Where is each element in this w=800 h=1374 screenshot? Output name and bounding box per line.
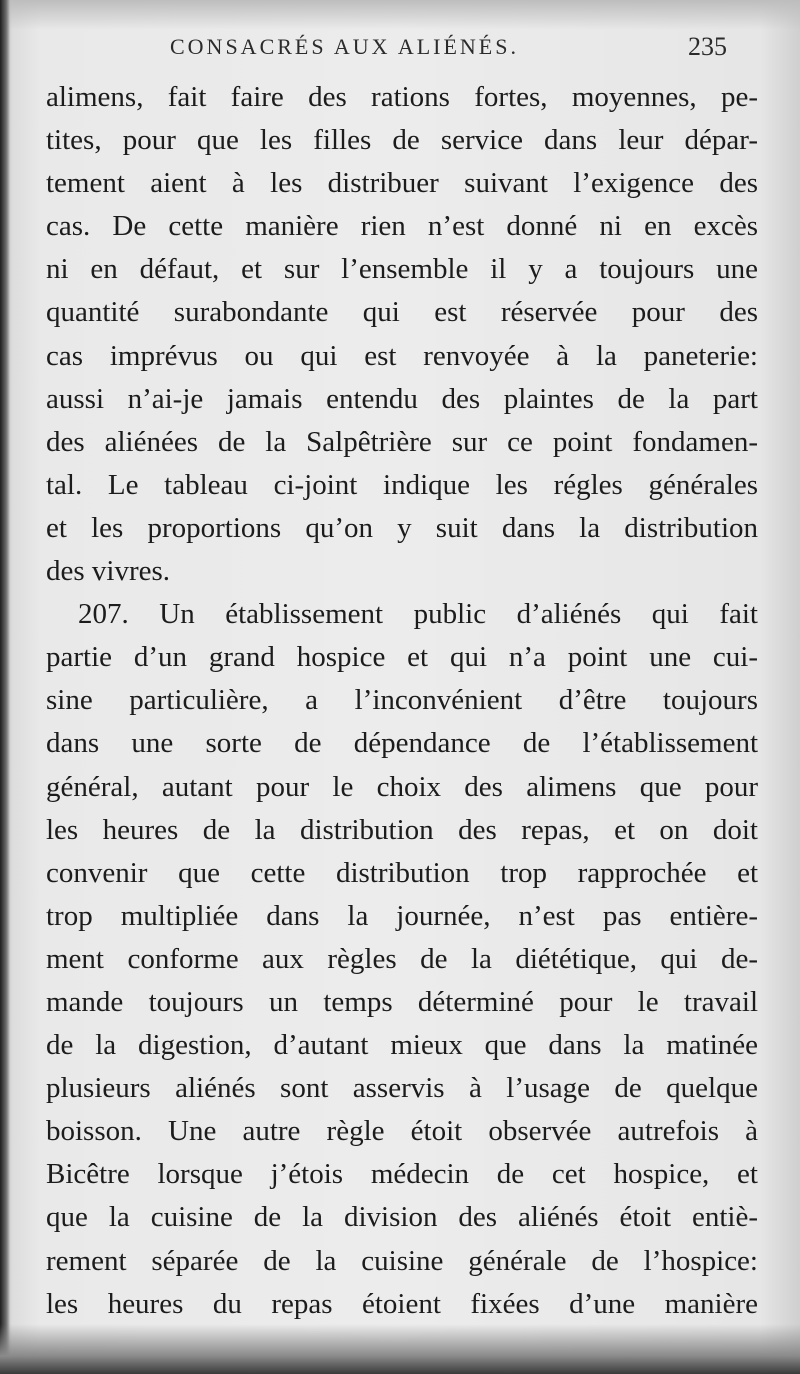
text-line: tites, pour que les filles de service dans leur dépar- (46, 124, 758, 157)
text-line: des aliénées de la Salpêtrière sur ce point fondamen- (46, 425, 758, 458)
text-line: tement aient à les distribuer suivant l’exigence des (46, 167, 758, 200)
section-207-first-line: 207. Un établissement public d’aliénés qui fait (78, 598, 758, 631)
text-line: partie d’un grand hospice et qui n’a point une cui- (46, 641, 758, 674)
text-line: les heures de la distribution des repas, et on doit (46, 813, 758, 846)
paragraph-end-line: des vivres. (46, 555, 171, 588)
text-line: convenir que cette distribution trop rapprochée et (46, 856, 758, 889)
page-number: 235 (688, 32, 727, 61)
text-line: cas. De cette manière rien n’est donné ni en excès (46, 210, 758, 243)
text-line: ment conforme aux règles de la diététique, qui de- (46, 942, 758, 975)
text-line: les heures du repas étoient fixées d’une manière (46, 1287, 758, 1320)
text-line: sine particulière, a l’inconvénient d’être toujours (46, 684, 758, 717)
text-line: dans une sorte de dépendance de l’établissement (46, 727, 758, 760)
text-line: plusieurs aliénés sont asservis à l’usage de quelque (46, 1072, 758, 1105)
text-line: général, autant pour le choix des alimens que pour (46, 770, 758, 803)
text-line: tal. Le tableau ci-joint indique les régles générales (46, 468, 758, 501)
text-line: alimens, fait faire des rations fortes, moyennes, pe- (46, 81, 758, 113)
body-text (46, 76, 758, 1326)
text-line: rement séparée de la cuisine générale de l’hospice: (46, 1244, 758, 1277)
page-bottom-shadow (0, 1324, 800, 1374)
page-top-shading (0, 0, 800, 30)
text-line: boisson. Une autre règle étoit observée autrefois à (46, 1115, 758, 1148)
text-line: que la cuisine de la division des aliénés étoit entiè- (46, 1201, 758, 1234)
text-line: Bicêtre lorsque j’étois médecin de cet hospice, et (46, 1158, 758, 1191)
text-line: et les proportions qu’on y suit dans la distribution (46, 511, 758, 544)
text-line: ni en défaut, et sur l’ensemble il y a toujours une (46, 253, 758, 286)
running-head: CONSACRÉS AUX ALIÉNÉS. (170, 34, 519, 59)
text-line: de la digestion, d’autant mieux que dans la matinée (46, 1029, 758, 1062)
text-line: cas imprévus ou qui est renvoyée à la paneterie: (46, 339, 758, 372)
text-line: quantité surabondante qui est réservée pour des (46, 296, 758, 329)
text-line: trop multipliée dans la journée, n’est pas entière- (46, 899, 758, 932)
text-line: mande toujours un temps déterminé pour le travail (46, 985, 758, 1018)
page-left-shadow (0, 0, 10, 1374)
text-line: aussi n’ai-je jamais entendu des plaintes de la part (46, 382, 758, 415)
